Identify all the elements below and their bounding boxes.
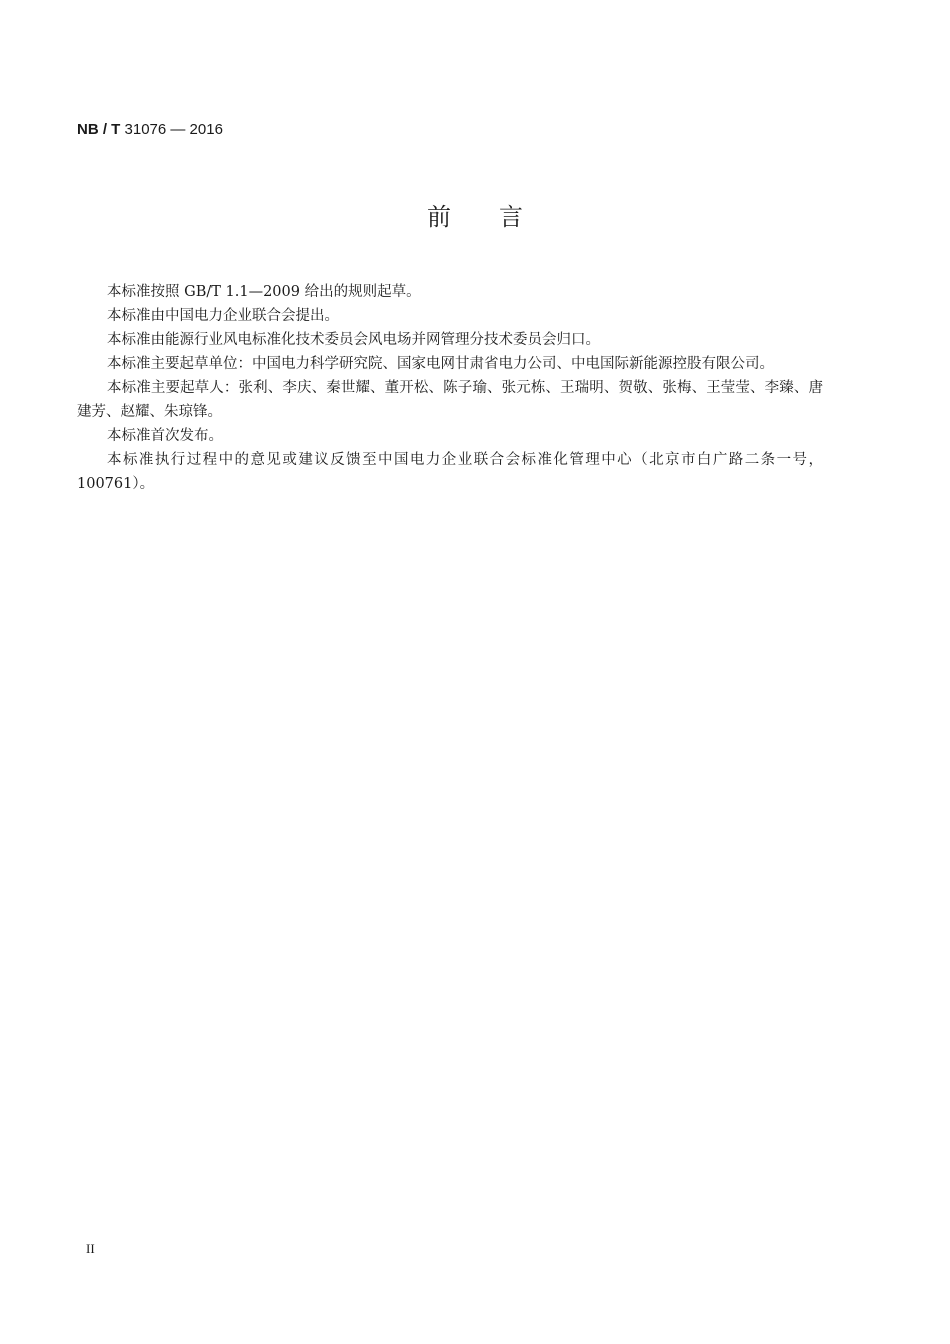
standard-code [77, 121, 223, 138]
page-title: 前言 [427, 203, 571, 231]
paragraph-proposer: 本标准由中国电力企业联合会提出。 [107, 308, 339, 324]
paragraph-drafting-rules: 本标准按照 GB/T 1.1—2009 给出的规则起草。 [107, 284, 421, 300]
paragraph-committee: 本标准由能源行业风电标准化技术委员会风电场并网管理分技术委员会归口。 [107, 332, 600, 348]
standard-code-number: 31076 — 2016 [120, 121, 223, 138]
foreword-body [77, 280, 823, 496]
standard-code-prefix: NB / T [77, 121, 121, 138]
paragraph-drafters: 本标准主要起草人：张利、李庆、秦世耀、董开松、陈子瑜、张元栋、王瑞明、贺敬、张梅、王莹莹、李臻、唐建芳、赵耀、朱琼锋。 [77, 380, 823, 420]
paragraph-drafting-units: 本标准主要起草单位：中国电力科学研究院、国家电网甘肃省电力公司、中电国际新能源控股有限公司。 [107, 356, 774, 372]
paragraph-feedback: 本标准执行过程中的意见或建议反馈至中国电力企业联合会标准化管理中心（北京市白广路二条一号，100761）。 [77, 452, 823, 492]
paragraph-first-release: 本标准首次发布。 [107, 428, 223, 444]
page-number: II [86, 1241, 95, 1256]
